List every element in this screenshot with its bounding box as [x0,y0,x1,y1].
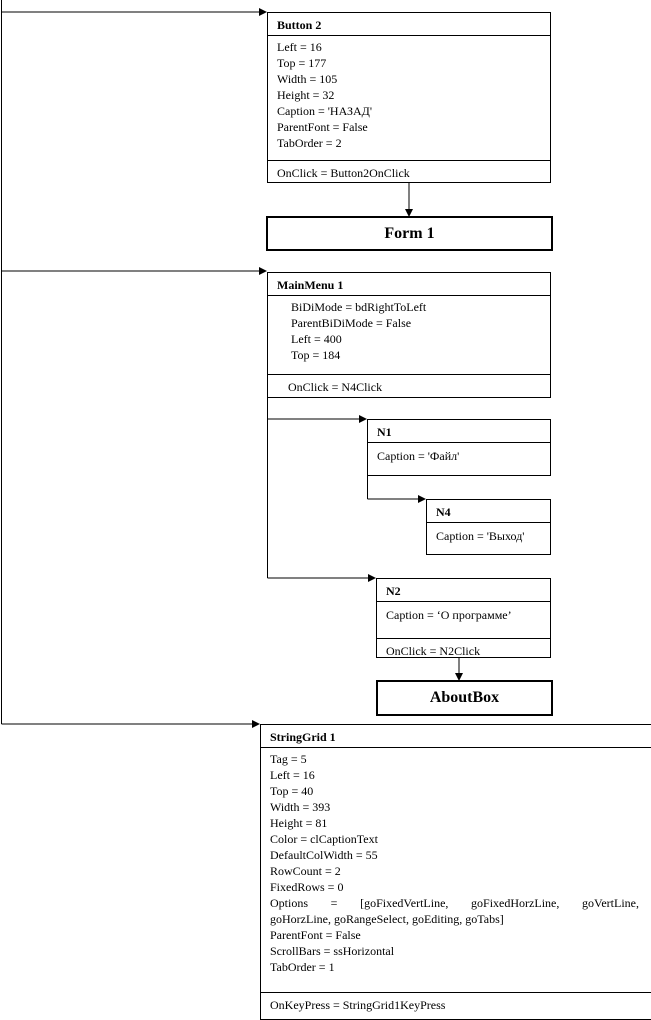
form1-title: Form 1 [384,225,435,242]
n2-box [376,578,551,658]
property: Width = 105 [277,72,338,86]
property: Caption = ‘О программе’ [386,608,512,622]
property: ParentFont = False [277,120,368,134]
property: Top = 184 [291,348,341,362]
options-line-1: Options = [goFixedVertLine, goFixedHorzLine, goVertLine, [270,896,639,910]
n4-properties [427,523,550,550]
property: TabOrder = 2 [277,136,342,150]
n2-properties [377,602,550,639]
property: ParentFont = False [270,928,361,942]
property: Height = 32 [277,88,335,102]
n1-properties [368,443,550,470]
stringgrid1-title: StringGrid 1 [261,725,651,748]
mainmenu1-event: OnClick = N4Click [288,380,383,394]
property: TabOrder = 1 [270,960,335,974]
stringgrid1-box [260,724,651,1020]
property: Height = 81 [270,816,328,830]
mainmenu1-title: MainMenu 1 [268,273,550,296]
property: Color = clCaptionText [270,832,378,846]
property: ScrollBars = ssHorizontal [270,944,395,958]
button2-box [267,12,551,183]
property: Tag = 5 [270,752,307,766]
aboutbox-box [376,680,553,716]
n4-title: N4 [427,500,550,523]
button2-title: Button 2 [268,13,550,36]
button2-properties [268,36,550,161]
form1-box [266,216,553,251]
property: Left = 16 [270,768,315,782]
property: DefaultColWidth = 55 [270,848,378,862]
aboutbox-title: AboutBox [429,689,500,706]
options-line-2: goHorzLine, goRangeSelect, goEditing, goTabs] [270,912,504,926]
property: Top = 177 [277,56,327,70]
property: Caption = 'НАЗАД' [277,104,372,118]
button2-event: OnClick = Button2OnClick [277,166,410,180]
stringgrid1-properties [261,748,651,993]
mainmenu1-box [267,272,551,398]
n1-box [367,419,551,476]
property: FixedRows = 0 [270,880,344,894]
property: Left = 16 [277,40,322,54]
property: BiDiMode = bdRightToLeft [291,300,427,314]
mainmenu1-properties [268,296,550,375]
n4-box [426,499,551,555]
property: RowCount = 2 [270,864,341,878]
property: Caption = 'Файл' [377,449,460,463]
property: Width = 393 [270,800,331,814]
stringgrid1-event: OnKeyPress = StringGrid1KeyPress [270,998,446,1012]
n2-event: OnClick = N2Click [386,644,481,658]
property: Top = 40 [270,784,314,798]
property: Left = 400 [291,332,342,346]
n1-title: N1 [368,420,550,443]
property: Caption = 'Выход' [436,529,525,543]
n2-title: N2 [377,579,550,602]
property: ParentBiDiMode = False [291,316,412,330]
